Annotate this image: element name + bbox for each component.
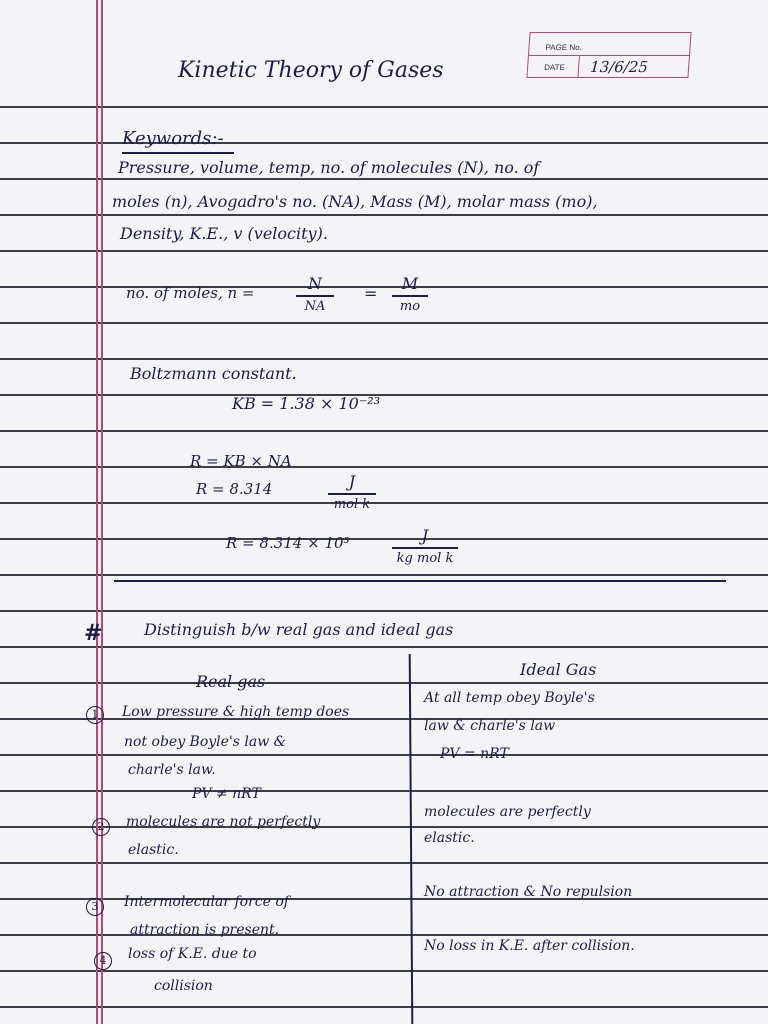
ideal-gas-row-1-line-1: At all temp obey Boyle's <box>424 690 595 706</box>
row-number-badge: 2 <box>92 818 110 836</box>
ideal-gas-row-2-line-2: elastic. <box>424 830 475 846</box>
row-number-badge: 4 <box>94 952 112 970</box>
fraction-denominator: kg mol k <box>396 550 454 566</box>
real-gas-row-4-line-2: collision <box>154 978 213 994</box>
fraction-numerator: N <box>308 274 322 293</box>
keywords-line-2: moles (n), Avogadro's no. (NA), Mass (M), molar mass (mo), <box>112 192 598 211</box>
fraction-denominator: mo <box>399 298 421 314</box>
page-title: Kinetic Theory of Gases <box>178 58 444 83</box>
comparison-heading: Distinguish b/w real gas and ideal gas <box>144 620 454 639</box>
fraction-bar <box>328 493 376 495</box>
gas-constant-si-value: R = 8.314 × 10³ <box>226 534 350 552</box>
gas-constant-unit <box>328 472 376 512</box>
boltzmann-kb-value: KB = 1.38 × 10⁻²³ <box>232 394 381 413</box>
moles-formula-lhs: no. of moles, n = <box>126 284 255 302</box>
page-box-divider <box>529 55 689 56</box>
keywords-underline <box>122 152 234 154</box>
ideal-gas-row-2-line-1: molecules are perfectly <box>424 804 591 820</box>
real-gas-row-3-line-2: attraction is present. <box>130 922 280 938</box>
page-date-box <box>526 32 691 78</box>
boltzmann-heading: Boltzmann constant. <box>130 364 297 383</box>
fraction-bar <box>392 547 458 549</box>
page-box-divider <box>577 55 580 77</box>
fraction-denominator: NA <box>304 298 326 314</box>
keywords-line-3: Density, K.E., v (velocity). <box>120 224 328 243</box>
real-gas-row-1-line-3: charle's law. <box>128 762 216 778</box>
column-separator <box>409 654 414 1024</box>
section-divider <box>114 580 726 582</box>
row-number-badge: 3 <box>86 898 104 916</box>
equals-sign: = <box>364 284 378 303</box>
fraction-numerator: J <box>421 526 429 545</box>
margin-line <box>101 0 103 1024</box>
real-gas-row-3-line-1: Intermolecular force of <box>124 894 289 910</box>
gas-constant-value: R = 8.314 <box>196 480 273 498</box>
moles-fraction-n-over-na <box>296 274 334 314</box>
real-gas-row-2-line-1: molecules are not perfectly <box>126 814 321 830</box>
moles-fraction-m-over-mo <box>392 274 428 314</box>
date-value: 13/6/25 <box>589 58 649 76</box>
ideal-gas-row-1-line-2: law & charle's law <box>424 718 556 734</box>
page-no-label: PAGE No. <box>545 43 583 52</box>
section-hash-symbol: # <box>84 620 103 646</box>
real-gas-row-1-line-4: PV ≠ nRT <box>192 786 261 802</box>
row-number-badge: 1 <box>86 706 104 724</box>
fraction-bar <box>392 295 428 297</box>
gas-constant-relation: R = KB × NA <box>190 452 292 470</box>
real-gas-row-1-line-1: Low pressure & high temp does <box>122 704 350 720</box>
keywords-heading: Keywords:- <box>122 128 224 149</box>
date-label: DATE <box>543 63 566 72</box>
gas-constant-si-unit <box>392 526 458 566</box>
ideal-gas-row-4-line-1: No loss in K.E. after collision. <box>424 938 635 954</box>
column-heading-ideal-gas: Ideal Gas <box>520 660 597 679</box>
fraction-numerator: M <box>401 274 419 293</box>
ideal-gas-row-3-line-1: No attraction & No repulsion <box>424 884 633 900</box>
ideal-gas-row-1-line-3: PV = nRT <box>440 746 509 762</box>
column-heading-real-gas: Real gas <box>196 672 266 691</box>
real-gas-row-1-line-2: not obey Boyle's law & <box>124 734 287 750</box>
keywords-line-1: Pressure, volume, temp, no. of molecules (N), no. of <box>118 158 540 177</box>
fraction-numerator: J <box>348 472 356 491</box>
fraction-denominator: mol k <box>333 496 371 512</box>
real-gas-row-4-line-1: loss of K.E. due to <box>128 946 257 962</box>
real-gas-row-2-line-2: elastic. <box>128 842 179 858</box>
margin-line <box>96 0 98 1024</box>
fraction-bar <box>296 295 334 297</box>
